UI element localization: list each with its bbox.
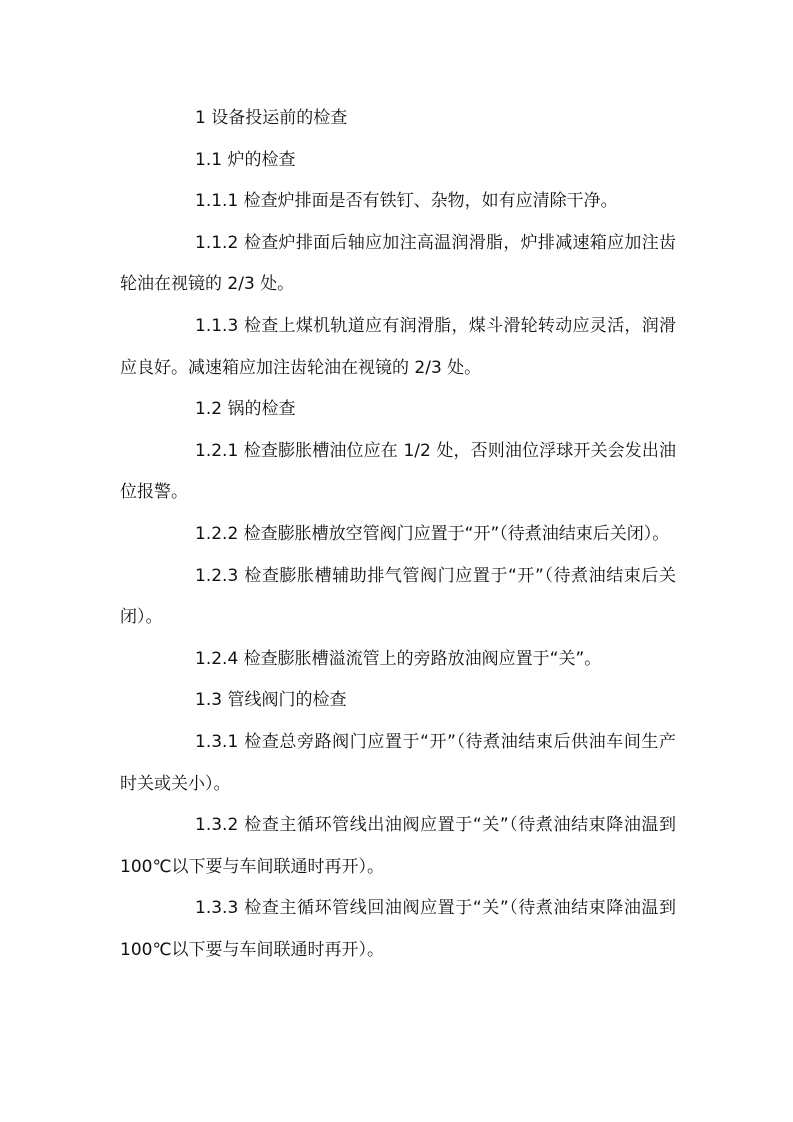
subsection-heading-1-2: 1.2 锅的检查: [195, 399, 296, 420]
paragraph-1-3-1: 1.3.1 检查总旁路阀门应置于“开”（待煮油结束后供油车间生产时关或关小）。: [120, 731, 676, 794]
paragraph-1-2-3: 1.2.3 检查膨胀槽辅助排气管阀门应置于“开”（待煮油结束后关闭）。: [120, 565, 676, 628]
paragraph-1-1-2: 1.1.2 检查炉排面后轴应加注高温润滑脂，炉排减速箱应加注齿轮油在视镜的 2/3 处。: [120, 232, 676, 295]
paragraph-1-2-2: 1.2.2 检查膨胀槽放空管阀门应置于“开”（待煮油结束后关闭）。: [195, 523, 670, 544]
document-body: [120, 98, 676, 971]
paragraph-1-1-1: 1.1.1 检查炉排面是否有铁钉、杂物，如有应清除干净。: [195, 191, 618, 212]
paragraph-1-3-2: 1.3.2 检查主循环管线出油阀应置于“关”（待煮油结束降油温到 100℃以下要与车间联通时再开）。: [120, 815, 676, 877]
paragraph-1-3-3: 1.3.3 检查主循环管线回油阀应置于“关”（待煮油结束降油温到 100℃以下要与车间联通时再开）。: [120, 898, 676, 960]
subsection-heading-1-3: 1.3 管线阀门的检查: [195, 690, 347, 711]
section-heading-1: 1 设备投运前的检查: [195, 108, 348, 128]
paragraph-1-1-3: 1.1.3 检查上煤机轨道应有润滑脂，煤斗滑轮转动应灵活，润滑应良好。减速箱应加注齿轮油在视镜的 2/3 处。: [120, 315, 676, 378]
paragraph-1-2-1: 1.2.1 检查膨胀槽油位应在 1/2 处，否则油位浮球开关会发出油位报警。: [120, 440, 676, 503]
paragraph-1-2-4: 1.2.4 检查膨胀槽溢流管上的旁路放油阀应置于“关”。: [195, 648, 602, 669]
subsection-heading-1-1: 1.1 炉的检查: [195, 149, 296, 170]
